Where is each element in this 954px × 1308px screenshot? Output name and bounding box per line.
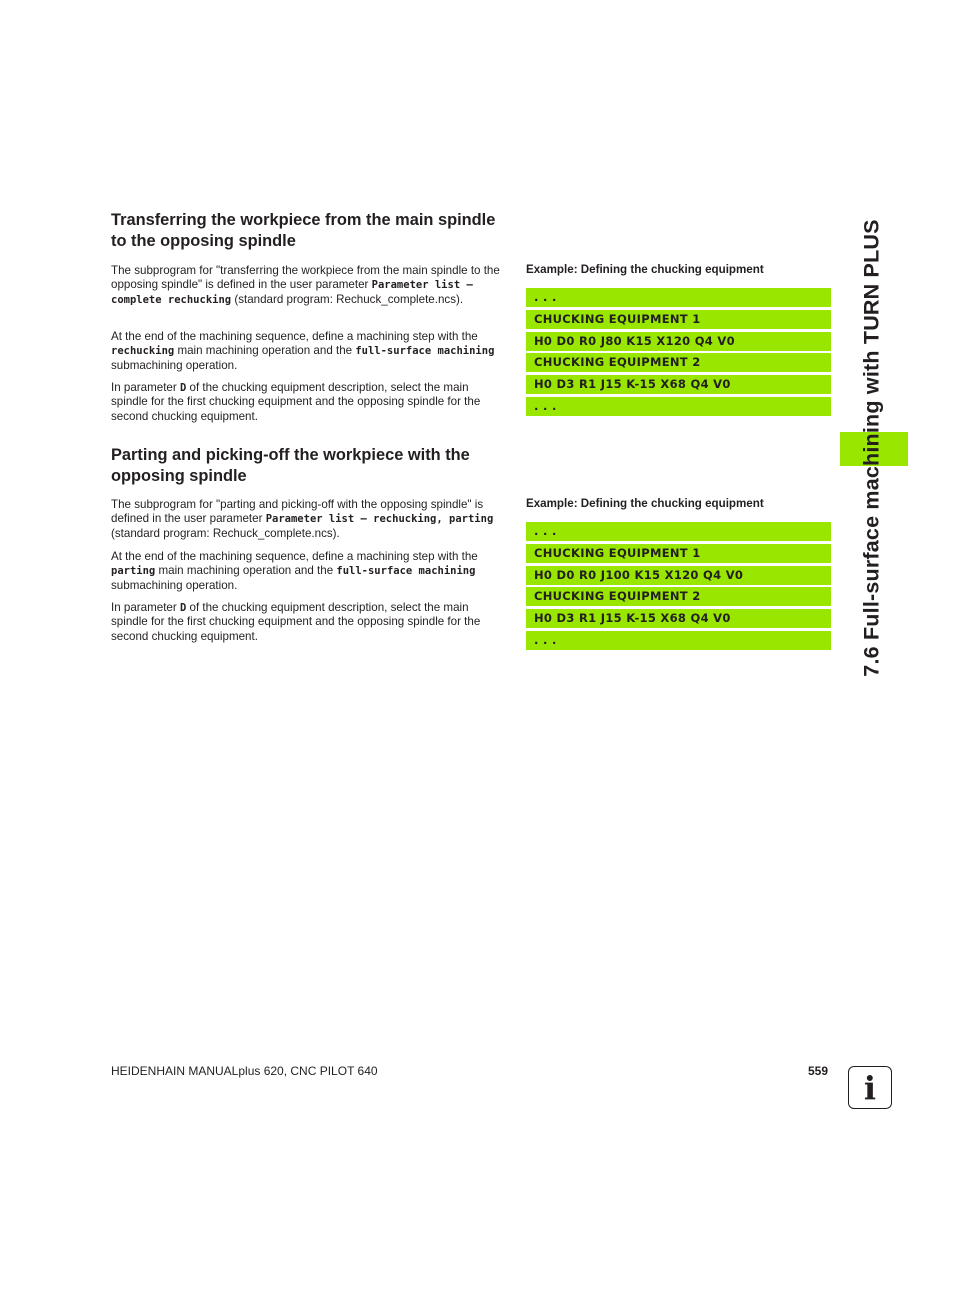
paragraph-subprogram-parting: The subprogram for "parting and picking-off with the opposing spindle" is defined in the user parameter Parameter list – rechucking, parting (standard program: Rechuck_complete.ncs). — [111, 498, 494, 540]
code-line: . . . — [526, 288, 831, 307]
code-line: H0 D0 R0 J100 K15 X120 Q4 V0 — [526, 566, 831, 585]
code-line: CHUCKING EQUIPMENT 1 — [526, 544, 831, 563]
code-line: . . . — [526, 522, 831, 541]
info-icon-glyph: i — [863, 1068, 877, 1107]
code-line: H0 D0 R0 J80 K15 X120 Q4 V0 — [526, 332, 831, 351]
section-heading-parting: Parting and picking-off the workpiece with the opposing spindle — [111, 446, 470, 485]
section-heading-transferring: Transferring the workpiece from the main spindle to the opposing spindle — [111, 211, 496, 250]
paragraph-subprogram-transfer: The subprogram for "transferring the workpiece from the main spindle to the opposing spindle" is defined in the user parameter Parameter list – complete rechucking (standard program: Rechuck_complete.ncs). — [111, 264, 500, 306]
example-title: Example: Defining the chucking equipment — [526, 497, 764, 510]
paragraph-machining-step-rechucking: At the end of the machining sequence, define a machining step with the rechucking main machining operation and the full-surface machining submachining operation. — [111, 330, 495, 372]
code-line: CHUCKING EQUIPMENT 2 — [526, 587, 831, 606]
example-title: Example: Defining the chucking equipment — [526, 263, 764, 276]
side-section-title: 7.6 Full-surface machining with TURN PLUS — [859, 219, 884, 677]
paragraph-parameter-d: In parameter D of the chucking equipment description, select the main spindle for the first chucking equipment and the opposing spindle for the second chucking equipment. — [111, 601, 481, 643]
code-line: H0 D3 R1 J15 K-15 X68 Q4 V0 — [526, 609, 831, 628]
footer-manual-title: HEIDENHAIN MANUALplus 620, CNC PILOT 640 — [111, 1064, 378, 1078]
code-line: CHUCKING EQUIPMENT 1 — [526, 310, 831, 329]
info-icon — [848, 1066, 892, 1109]
code-line: . . . — [526, 397, 831, 416]
page-number: 559 — [808, 1064, 829, 1078]
code-line: CHUCKING EQUIPMENT 2 — [526, 353, 831, 372]
paragraph-machining-step-parting: At the end of the machining sequence, define a machining step with the parting main machining operation and the full-surface machining submachining operation. — [111, 550, 478, 592]
code-line: . . . — [526, 631, 831, 650]
code-line: H0 D3 R1 J15 K-15 X68 Q4 V0 — [526, 375, 831, 394]
paragraph-parameter-d: In parameter D of the chucking equipment description, select the main spindle for the first chucking equipment and the opposing spindle for the second chucking equipment. — [111, 381, 481, 423]
